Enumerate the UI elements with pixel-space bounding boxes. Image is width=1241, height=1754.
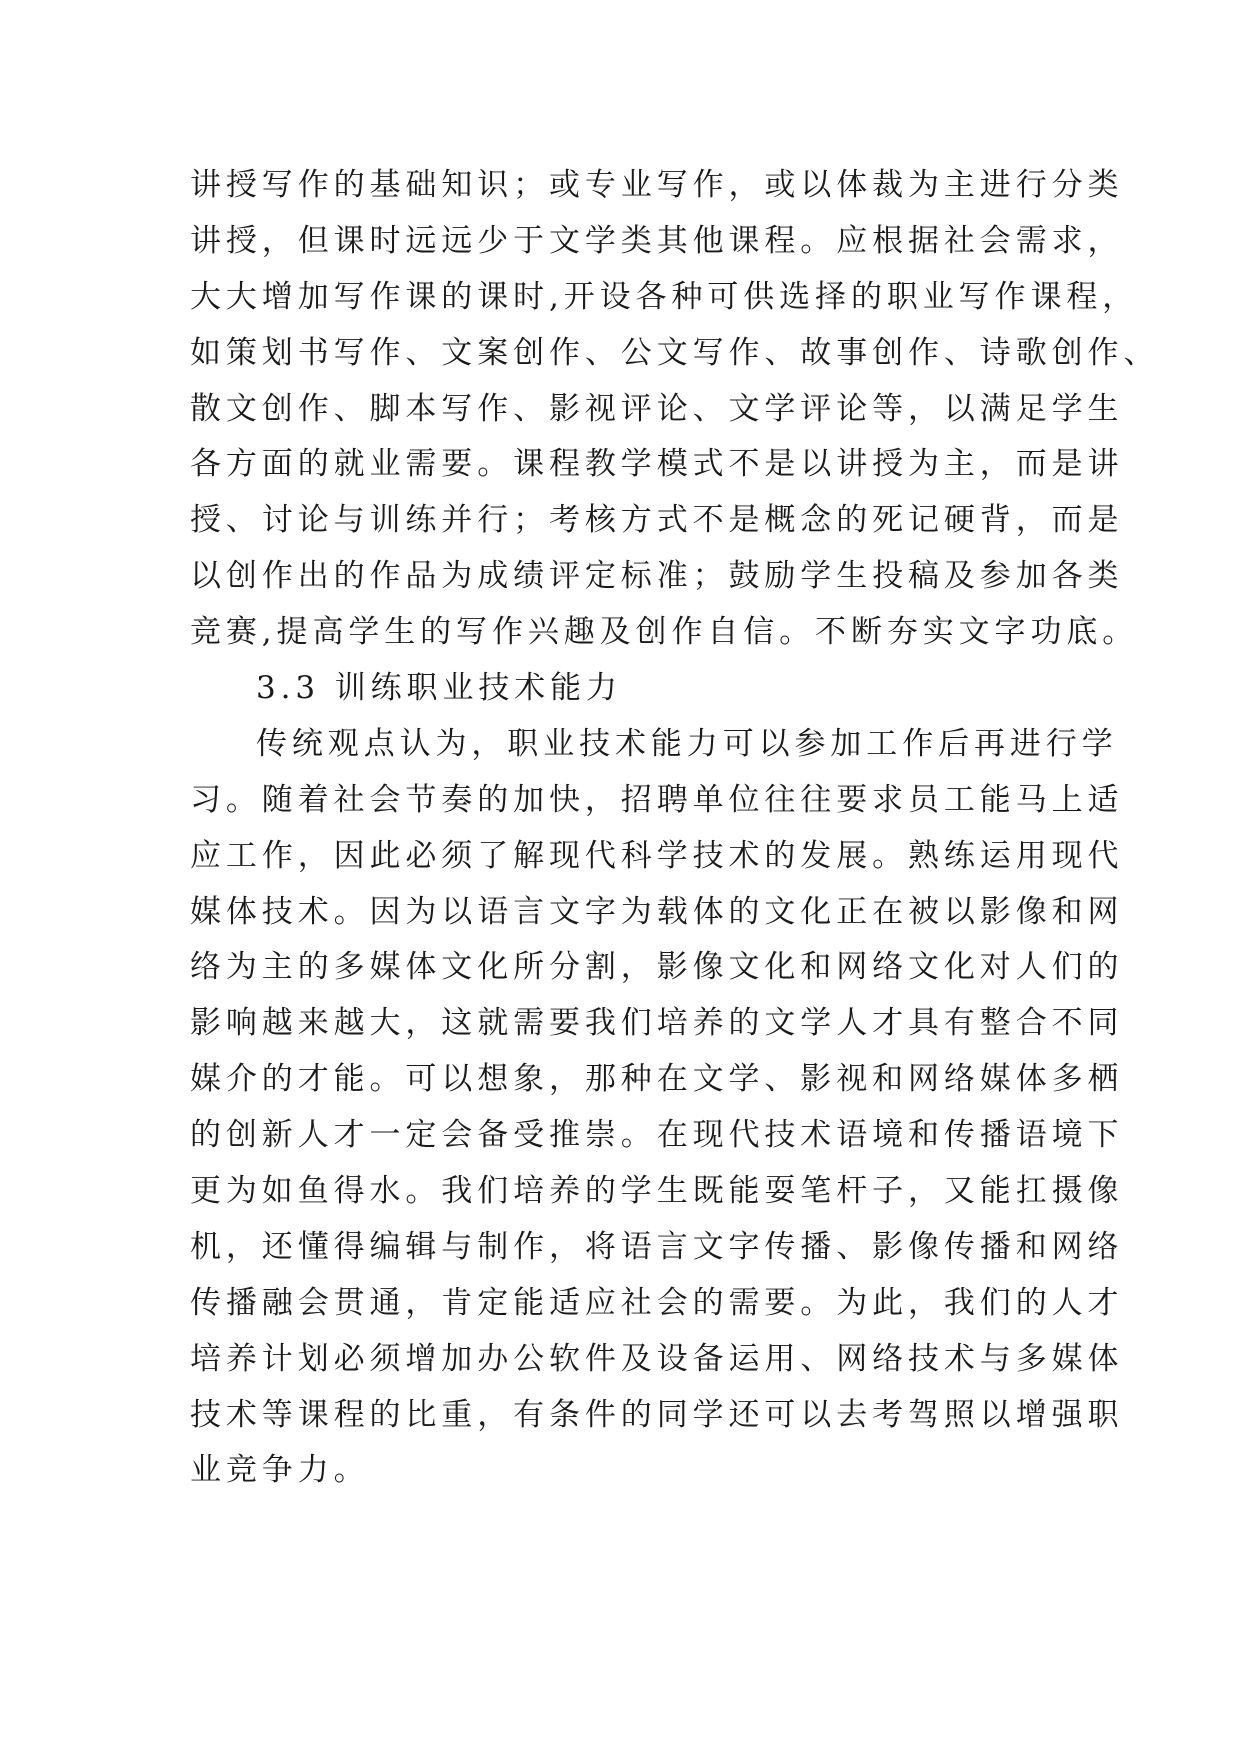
text-line: 习。随着社会节奏的加快，招聘单位往往要求员工能马上适 bbox=[190, 781, 1124, 818]
text-line: 讲授写作的基础知识；或专业写作，或以体裁为主进行分类 bbox=[190, 167, 1124, 203]
text-line: 授、讨论与训练并行；考核方式不是概念的死记硬背，而是 bbox=[190, 502, 1124, 539]
text-line: 的创新人才一定会备受推崇。在现代技术语境和传播语境下 bbox=[190, 1117, 1124, 1154]
text-line: 如策划书写作、文案创作、公文写作、故事创作、诗歌创作、 bbox=[190, 334, 1160, 371]
text-line: 络为主的多媒体文化所分割，影像文化和网络文化对人们的 bbox=[190, 949, 1124, 986]
text-line: 散文创作、脚本写作、影视评论、文学评论等，以满足学生 bbox=[190, 390, 1124, 427]
body-text bbox=[190, 158, 1160, 1499]
text-line: 竞赛,提高学生的写作兴趣及创作自信。不断夯实文字功底。 bbox=[190, 614, 1139, 651]
text-line: 技术等课程的比重，有条件的同学还可以去考驾照以增强职 bbox=[190, 1396, 1124, 1433]
text-line: 媒体技术。因为以语言文字为载体的文化正在被以影像和网 bbox=[190, 893, 1124, 930]
text-line: 以创作出的作品为成绩评定标准；鼓励学生投稿及参加各类 bbox=[190, 558, 1124, 595]
text-line: 业竞争力。 bbox=[190, 1452, 370, 1489]
text-line: 各方面的就业需要。课程教学模式不是以讲授为主，而是讲 bbox=[190, 446, 1124, 483]
text-line: 应工作，因此必须了解现代科学技术的发展。熟练运用现代 bbox=[190, 837, 1124, 874]
text-line: 传播融会贯通，肯定能适应社会的需要。为此，我们的人才 bbox=[190, 1284, 1124, 1321]
text-line: 媒介的才能。可以想象，那种在文学、影视和网络媒体多栖 bbox=[190, 1061, 1124, 1098]
paragraph-first-line: 传统观点认为，职业技术能力可以参加工作后再进行学 bbox=[256, 725, 1118, 762]
text-line: 机，还懂得编辑与制作，将语言文字传播、影像传播和网络 bbox=[190, 1228, 1124, 1265]
text-line: 大大增加写作课的课时,开设各种可供选择的职业写作课程， bbox=[190, 278, 1139, 315]
text-line: 更为如鱼得水。我们培养的学生既能耍笔杆子，又能扛摄像 bbox=[190, 1173, 1124, 1210]
text-line: 影响越来越大，这就需要我们培养的文学人才具有整合不同 bbox=[190, 1005, 1124, 1042]
text-line: 讲授，但课时远远少于文学类其他课程。应根据社会需求， bbox=[190, 222, 1124, 259]
text-line: 培养计划必须增加办公软件及设备运用、网络技术与多媒体 bbox=[190, 1340, 1124, 1377]
section-heading: 3.3 训练职业技术能力 bbox=[256, 670, 622, 707]
